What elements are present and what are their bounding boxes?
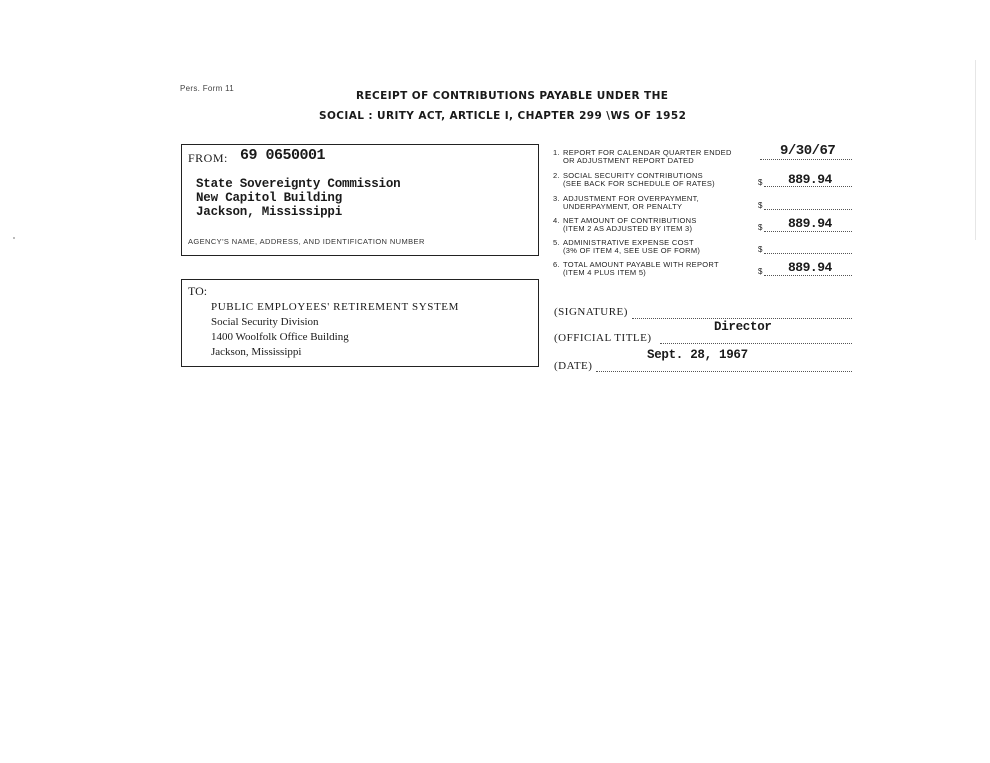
item-2-dollar: $ bbox=[758, 178, 763, 187]
form-title-line-1: RECEIPT OF CONTRIBUTIONS PAYABLE UNDER THE bbox=[356, 90, 669, 102]
item-1: 1. REPORT FOR CALENDAR QUARTER ENDED OR ADJUSTMENT REPORT DATED bbox=[553, 148, 732, 165]
agency-id-number: 69 0650001 bbox=[240, 147, 326, 164]
item-6-dollar: $ bbox=[758, 267, 763, 276]
item-5: 5. ADMINISTRATIVE EXPENSE COST (3% OF ITEM 4, SEE USE OF FORM) bbox=[553, 238, 701, 255]
scan-speck bbox=[13, 237, 15, 239]
signature-label: (SIGNATURE) bbox=[554, 306, 628, 318]
item-4-line bbox=[764, 231, 852, 232]
agency-name: State Sovereignty Commission bbox=[196, 177, 401, 191]
official-title-line bbox=[660, 343, 852, 344]
agency-street: New Capitol Building bbox=[196, 191, 343, 205]
item-2: 2. SOCIAL SECURITY CONTRIBUTIONS (SEE BACK FOR SCHEDULE OF RATES) bbox=[553, 171, 715, 188]
official-title-label: (OFFICIAL TITLE) bbox=[554, 332, 652, 344]
to-label: TO: bbox=[188, 284, 208, 298]
scan-edge bbox=[975, 60, 976, 240]
item-5-dollar: $ bbox=[758, 245, 763, 254]
item-4-value: 889.94 bbox=[788, 216, 832, 231]
item-1-value: 9/30/67 bbox=[780, 143, 836, 159]
recipient-city: Jackson, Mississippi bbox=[211, 346, 302, 358]
from-label: FROM: bbox=[188, 151, 228, 165]
agency-address bbox=[196, 177, 400, 219]
item-3-dollar: $ bbox=[758, 201, 763, 210]
item-6: 6. TOTAL AMOUNT PAYABLE WITH REPORT (ITEM 4 PLUS ITEM 5) bbox=[553, 260, 719, 277]
recipient-name: PUBLIC EMPLOYEES' RETIREMENT SYSTEM bbox=[211, 301, 459, 313]
item-5-line bbox=[764, 253, 852, 254]
date-value: Sept. 28, 1967 bbox=[647, 348, 748, 362]
signature-line bbox=[632, 318, 852, 319]
agency-caption: AGENCY'S NAME, ADDRESS, AND IDENTIFICATION NUMBER bbox=[188, 237, 425, 246]
to-box bbox=[181, 279, 539, 367]
form-title-line-2: SOCIAL : URITY ACT, ARTICLE I, CHAPTER 299 \WS OF 1952 bbox=[319, 110, 687, 122]
item-2-value: 889.94 bbox=[788, 172, 832, 187]
date-line bbox=[596, 371, 852, 372]
item-3: 3. ADJUSTMENT FOR OVERPAYMENT, UNDERPAYMENT, OR PENALTY bbox=[553, 194, 700, 211]
official-title-value: Director bbox=[714, 320, 772, 334]
recipient-building: 1400 Woolfolk Office Building bbox=[211, 331, 349, 343]
item-3-line bbox=[764, 209, 852, 210]
item-6-line bbox=[764, 275, 852, 276]
item-4-dollar: $ bbox=[758, 223, 763, 232]
item-1-line bbox=[760, 159, 852, 160]
recipient-division: Social Security Division bbox=[211, 316, 319, 328]
from-box bbox=[181, 144, 539, 256]
form-number: Pers. Form 11 bbox=[180, 84, 234, 93]
agency-city: Jackson, Mississippi bbox=[196, 205, 343, 219]
date-label: (DATE) bbox=[554, 360, 593, 372]
item-4: 4. NET AMOUNT OF CONTRIBUTIONS (ITEM 2 AS ADJUSTED BY ITEM 3) bbox=[553, 216, 697, 233]
recipient-address bbox=[211, 300, 459, 360]
item-6-value: 889.94 bbox=[788, 260, 832, 275]
item-2-line bbox=[764, 186, 852, 187]
